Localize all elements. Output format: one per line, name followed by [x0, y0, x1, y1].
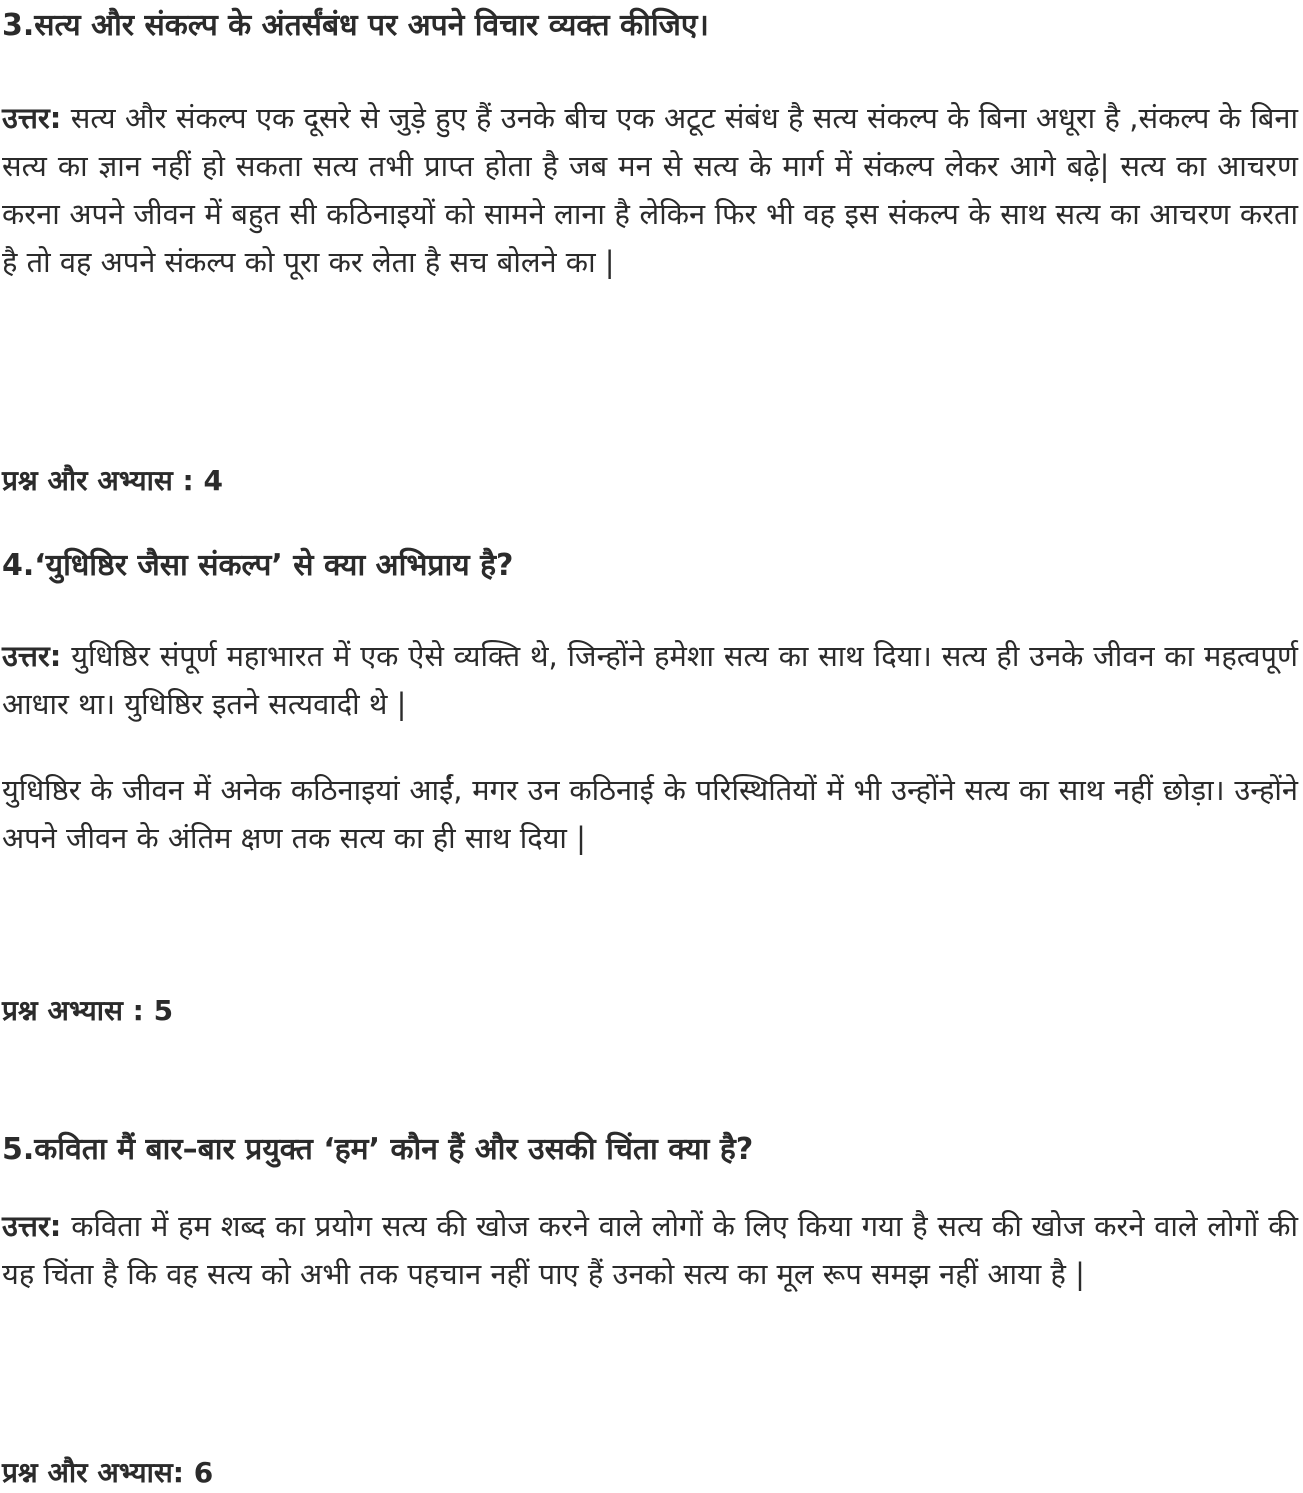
- answer-text: कविता में हम शब्द का प्रयोग सत्य की खोज करने वाले लोगों के लिए किया गया है सत्य की खोज करने वाले लोगों की यह चिंता है कि वह सत्य को अभी तक पहचान नहीं पाए हैं उनको सत्य का मूल रूप समझ नहीं आया है |: [2, 1209, 1298, 1291]
- section-heading-6: प्रश्न और अभ्यास: 6: [2, 1456, 214, 1489]
- question-4: 4.‘युधिष्ठिर जैसा संकल्प’ से क्या अभिप्राय है?: [2, 548, 514, 583]
- question-5: 5.कविता मैं बार–बार प्रयुक्त ‘हम’ कौन हैं और उसकी चिंता क्या है?: [2, 1132, 754, 1167]
- question-3: 3.सत्य और संकल्प के अंतर्संबंध पर अपने विचार व्यक्त कीजिए।: [2, 8, 709, 43]
- section-heading-4: प्रश्न और अभ्यास : 4: [2, 464, 223, 497]
- answer-text: सत्य और संकल्प एक दूसरे से जुड़े हुए हैं उनके बीच एक अटूट संबंध है सत्य संकल्प के बिना अधूरा है ,संकल्प के बिना सत्य का ज्ञान नहीं हो सकता सत्य तभी प्राप्त होता है जब मन से सत्य के मार्ग में संकल्प लेकर आगे बढ़े| सत्य का आचरण करना अपने जीवन में बहुत सी कठिनाइयों को सामने लाना है लेकिन फिर भी वह इस संकल्प के साथ सत्य का आचरण करता है तो वह अपने संकल्प को पूरा कर लेता है सच बोलने का |: [2, 101, 1298, 279]
- answer-4: [2, 632, 1298, 728]
- answer-label: उत्तर:: [2, 639, 62, 673]
- answer-4-paragraph-2: युधिष्ठिर के जीवन में अनेक कठिनाइयां आईं, मगर उन कठिनाई के परिस्थितियों में भी उन्होंने सत्य का साथ नहीं छोड़ा। उन्होंने अपने जीवन के अंतिम क्षण तक सत्य का ही साथ दिया |: [2, 773, 1298, 855]
- answer-3: [2, 94, 1298, 286]
- answer-text: युधिष्ठिर संपूर्ण महाभारत में एक ऐसे व्यक्ति थे, जिन्होंने हमेशा सत्य का साथ दिया। सत्य ही उनके जीवन का महत्वपूर्ण आधार था। युधिष्ठिर इतने सत्यवादी थे |: [2, 639, 1298, 721]
- answer-label: उत्तर:: [2, 1209, 62, 1243]
- section-heading-5: प्रश्न अभ्यास : 5: [2, 994, 174, 1027]
- answer-5: [2, 1202, 1298, 1298]
- answer-label: उत्तर:: [2, 101, 62, 135]
